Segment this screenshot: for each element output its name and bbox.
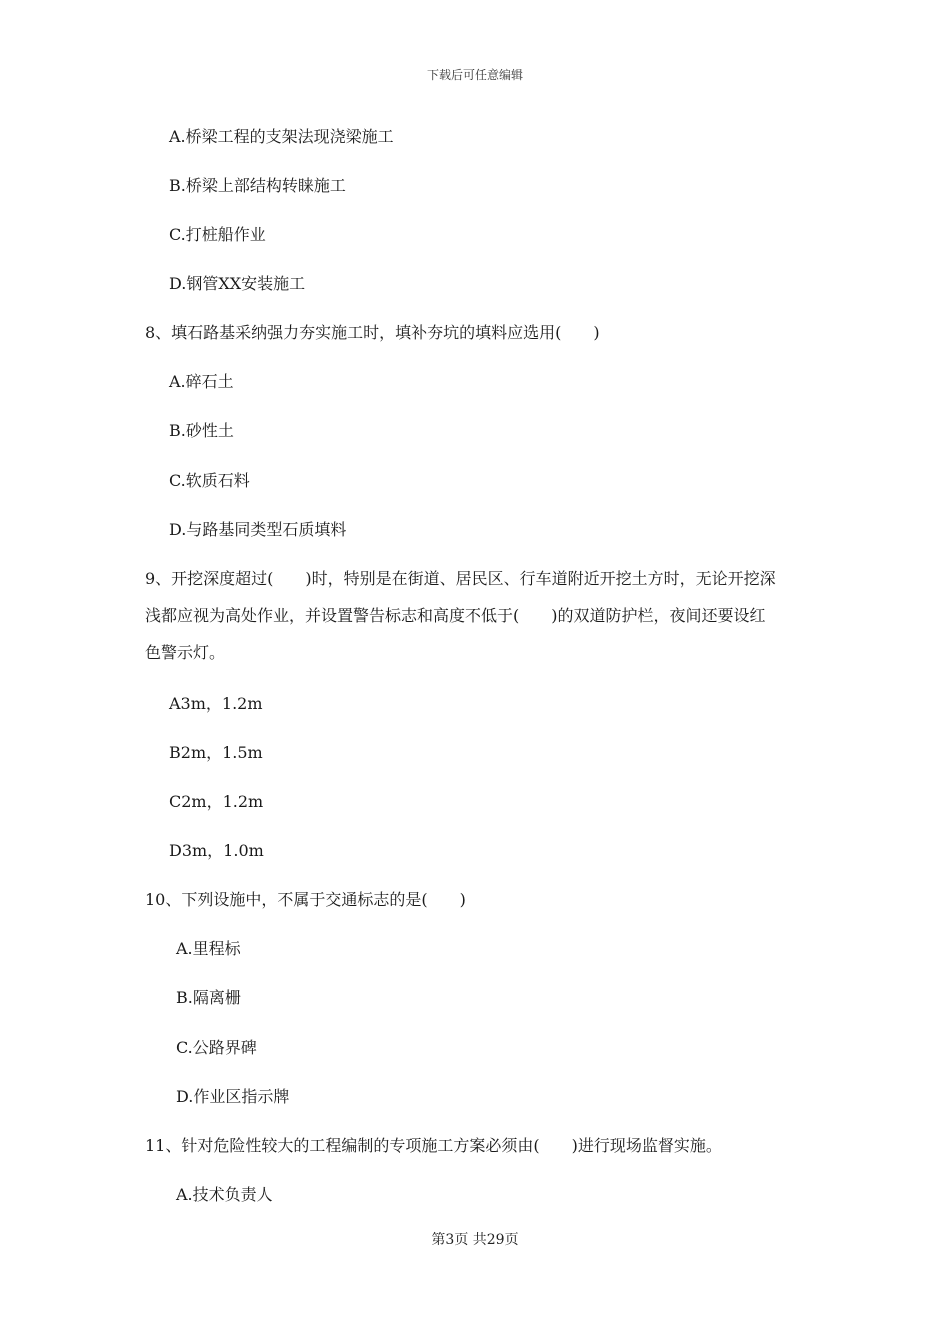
q11-option-a: A.技术负责人 [176,1185,273,1204]
q9-option-b: B2m，1.5m [169,743,263,762]
q9-question-line-3: 色警示灯。 [145,643,226,662]
q8-option-b: B.砂性土 [169,421,234,440]
q7-option-a: A.桥梁工程的支架法现浇梁施工 [169,127,394,146]
q11-question: 11、针对危险性较大的工程编制的专项施工方案必须由( )进行现场监督实施。 [145,1136,722,1155]
q8-option-c: C.软质石料 [169,471,250,490]
q8-question: 8、填石路基采纳强力夯实施工时，填补夯坑的填料应选用( ) [145,323,600,342]
q8-option-a: A.碎石土 [169,372,234,391]
q9-question-line-1: 9、开挖深度超过( )时，特别是在街道、居民区、行车道附近开挖土方时，无论开挖深 [145,569,776,588]
q8-option-d: D.与路基同类型石质填料 [169,520,347,539]
q9-option-a: A3m，1.2m [169,694,263,713]
q9-option-d: D3m，1.0m [169,841,264,860]
q10-option-c: C.公路界碑 [176,1038,257,1057]
q9-question-line-2: 浅都应视为高处作业，并设置警告标志和高度不低于( )的双道防护栏，夜间还要设红 [145,606,766,625]
q10-option-b: B.隔离栅 [176,988,241,1007]
q10-option-d: D.作业区指示牌 [176,1087,290,1106]
q9-option-c: C2m，1.2m [169,792,264,811]
page-header: 下载后可任意编辑 [426,68,523,82]
q7-option-d: D.钢管XX安装施工 [169,274,306,293]
q7-option-b: B.桥梁上部结构转睐施工 [169,176,346,195]
q10-option-a: A.里程标 [176,939,241,958]
page-footer: 第3页 共29页 [431,1232,519,1248]
q7-option-c: C.打桩船作业 [169,225,266,244]
q10-question: 10、下列设施中，不属于交通标志的是( ) [145,890,466,909]
